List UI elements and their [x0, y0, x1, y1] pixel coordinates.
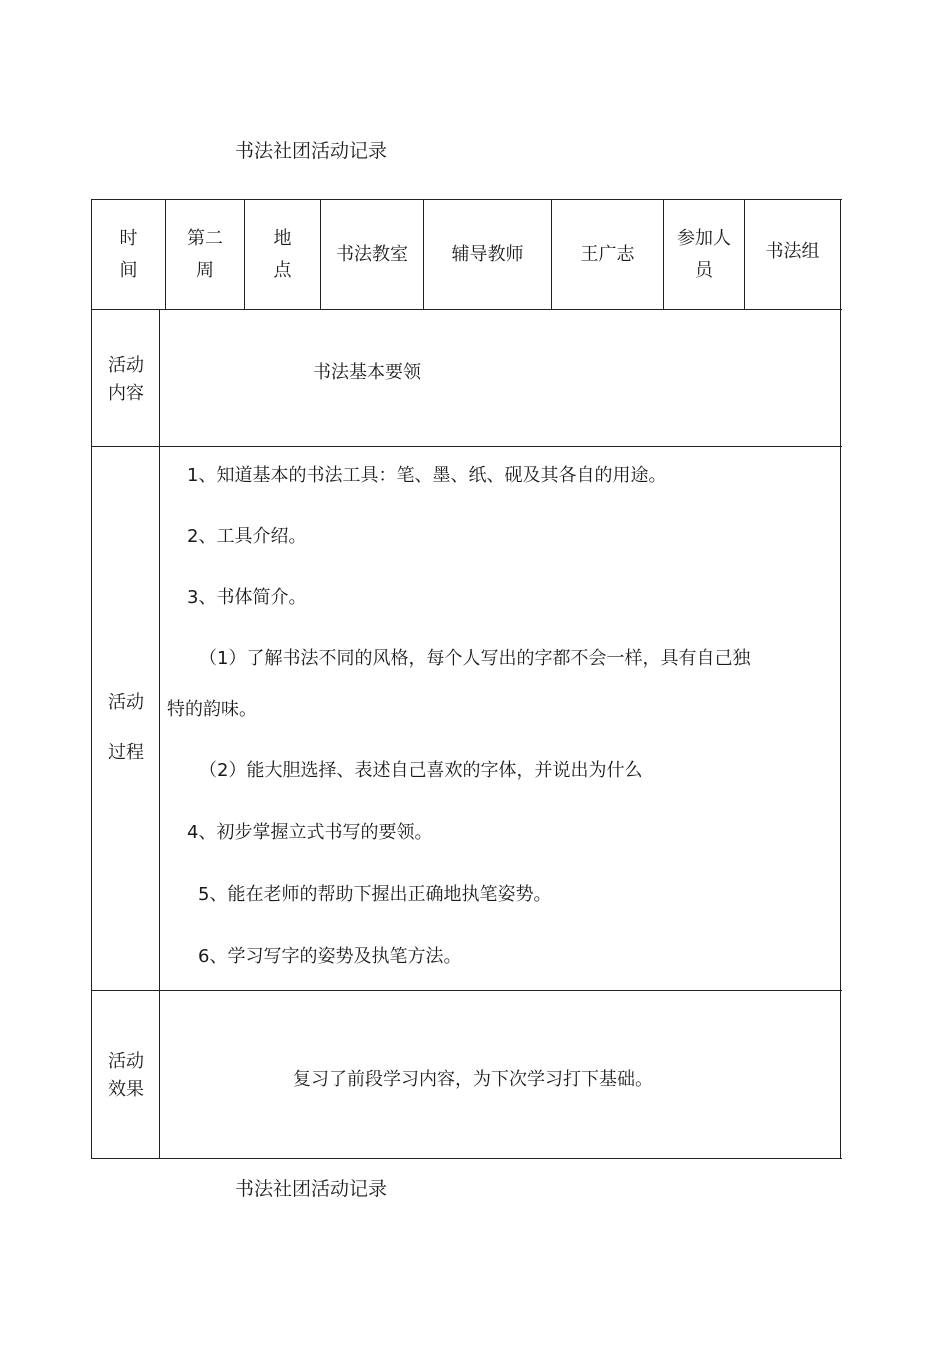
- table-border-right: [840, 199, 841, 1159]
- time-value-line: 周: [196, 260, 214, 281]
- content-value: 书法基本要领: [313, 362, 421, 383]
- time-value: [166, 200, 244, 310]
- process-label: [92, 678, 160, 778]
- participants-label: [664, 200, 744, 310]
- next-document-title: 书法社团活动记录: [235, 1178, 388, 1200]
- process-line: 特的韵味。: [167, 699, 257, 720]
- teacher-value: 王广志: [580, 244, 635, 265]
- place-label-line: 点: [273, 260, 292, 281]
- process-line: （1）了解书法不同的风格，每个人写出的字都不会一样，具有自己独: [199, 648, 751, 669]
- participants-label-line: 员: [695, 260, 713, 281]
- process-line: （2）能大胆选择、表述自己喜欢的字体，并说出为什么: [199, 760, 643, 781]
- time-label: [92, 200, 165, 310]
- table-border-bottom: [91, 1158, 842, 1159]
- place-value: 书法教室: [336, 244, 408, 265]
- process-line: 5、能在老师的帮助下握出正确地执笔姿势。: [198, 884, 552, 905]
- process-line: 3、书体简介。: [187, 587, 307, 608]
- content-label-line: 内容: [108, 383, 144, 404]
- place-label: [245, 200, 320, 310]
- teacher-label: 辅导教师: [451, 244, 524, 265]
- time-label-line: 间: [119, 260, 138, 281]
- participants-label-line: 参加人: [677, 228, 731, 249]
- place-label-line: 地: [273, 228, 292, 249]
- process-line: 2、工具介绍。: [187, 526, 307, 547]
- content-label-line: 活动: [108, 355, 144, 376]
- participants-value: 书法组: [765, 241, 820, 262]
- process-line: 4、初步掌握立式书写的要领。: [187, 822, 433, 843]
- effect-value: 复习了前段学习内容，为下次学习打下基础。: [293, 1069, 653, 1090]
- table-divider: [91, 990, 842, 991]
- document-title: 书法社团活动记录: [235, 140, 388, 162]
- process-label-line: 过程: [108, 742, 144, 763]
- time-label-line: 时: [119, 228, 138, 249]
- process-line: 6、学习写字的姿势及执笔方法。: [198, 946, 462, 967]
- table-divider: [91, 446, 842, 447]
- content-label: [92, 352, 160, 408]
- effect-label-line: 活动: [108, 1051, 144, 1072]
- time-value-line: 第二: [187, 228, 223, 249]
- effect-label-line: 效果: [108, 1079, 144, 1100]
- process-label-line: 活动: [108, 692, 144, 713]
- effect-label: [92, 1048, 160, 1104]
- process-line: 1、知道基本的书法工具：笔、墨、纸、砚及其各自的用途。: [187, 465, 667, 486]
